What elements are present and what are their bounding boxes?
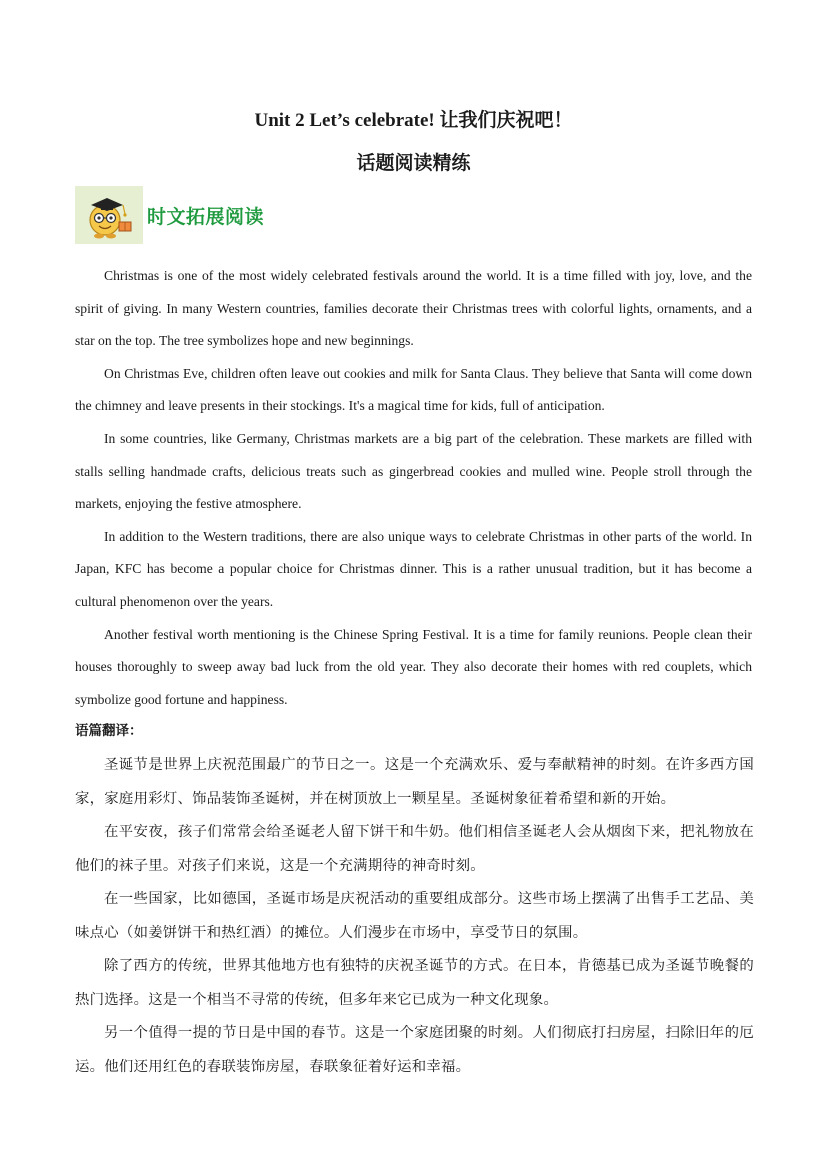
- chinese-paragraph: 在一些国家，比如德国，圣诞市场是庆祝活动的重要组成部分。这些市场上摆满了出售手工艺品、美味点心（如姜饼饼干和热红酒）的摊位。人们漫步在市场中，享受节日的氛围。: [75, 891, 754, 941]
- english-paragraph: In some countries, like Germany, Christmas markets are a big part of the celebration. These markets are filled with stalls selling handmade crafts, delicious treats such as gingerbread cookies and mulled wine. People stroll through the markets, enjoying the festive atmosphere.: [75, 430, 752, 512]
- translation-label: 语篇翻译：: [75, 723, 143, 739]
- chinese-paragraph: 另一个值得一提的节日是中国的春节。这是一个家庭团聚的时刻。人们彻底打扫房屋，扫除旧年的厄运。他们还用红色的春联装饰房屋，春联象征着好运和幸福。: [75, 1025, 754, 1075]
- english-paragraph: On Christmas Eve, children often leave out cookies and milk for Santa Claus. They believe that Santa will come down the chimney and leave presents in their stockings. It's a magical time for kids, full of anticipation.: [75, 365, 752, 414]
- chinese-paragraph: 在平安夜，孩子们常常会给圣诞老人留下饼干和牛奶。他们相信圣诞老人会从烟囱下来，把礼物放在他们的袜子里。对孩子们来说，这是一个充满期待的神奇时刻。: [75, 824, 754, 874]
- page-subtitle: 话题阅读精练: [356, 152, 471, 174]
- page-title: Unit 2 Let’s celebrate! 让我们庆祝吧！: [254, 110, 573, 131]
- section-header: [75, 186, 264, 244]
- chinese-paragraph: 圣诞节是世界上庆祝范围最广的节日之一。这是一个充满欢乐、爱与奉献精神的时刻。在许多西方国家，家庭用彩灯、饰品装饰圣诞树，并在树顶放上一颗星星。圣诞树象征着希望和新的开始。: [75, 757, 754, 807]
- section-title: 时文拓展阅读: [147, 205, 265, 228]
- english-paragraph: Another festival worth mentioning is the Chinese Spring Festival. It is a time for family reunions. People clean their houses thoroughly to sweep away bad luck from the old year. They also decorate their homes with red couplets, which symbolize good fortune and happiness.: [75, 626, 752, 707]
- chinese-translation: [75, 749, 754, 1084]
- chinese-paragraph: 除了西方的传统，世界其他地方也有独特的庆祝圣诞节的方式。在日本，肯德基已成为圣诞节晚餐的热门选择。这是一个相当不寻常的传统，但多年来它已成为一种文化现象。: [75, 958, 754, 1008]
- english-paragraph: Christmas is one of the most widely celebrated festivals around the world. It is a time filled with joy, love, and the spirit of giving. In many Western countries, families decorate their Christmas trees with colorful lights, ornaments, and a star on the top. The tree symbolizes hope and new beginnings.: [75, 268, 752, 349]
- english-passage: [75, 260, 752, 716]
- scholar-mascot-icon: [75, 186, 143, 244]
- english-paragraph: In addition to the Western traditions, there are also unique ways to celebrate Christmas in other parts of the world. In Japan, KFC has become a popular choice for Christmas dinner. This is a rather unusual tradition, but it has become a cultural phenomenon over the years.: [75, 528, 752, 609]
